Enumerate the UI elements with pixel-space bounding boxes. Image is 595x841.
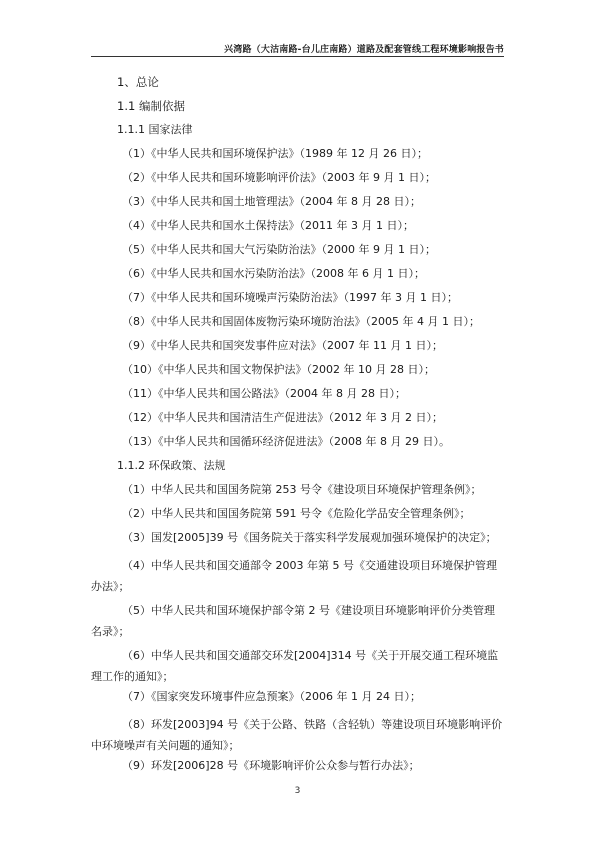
list-item: （4）《中华人民共和国水土保持法》（2011 年 3 月 1 日）； (122, 219, 414, 232)
list-item: （12）《中华人民共和国清洁生产促进法》（2012 年 3 月 2 日）； (122, 411, 443, 424)
list-item: （9）《中华人民共和国突发事件应对法》（2007 年 11 月 1 日）； (122, 339, 443, 352)
header-rule (91, 56, 504, 57)
policy-list (91, 483, 504, 773)
list-item: （11）《中华人民共和国公路法》（2004 年 8 月 28 日）； (122, 387, 406, 400)
list-item: （8）《中华人民共和国固体废物污染环境防治法》（2005 年 4 月 1 日）； (122, 315, 480, 328)
page-number: 3 (294, 786, 301, 796)
section-heading-1-1-2: 1.1.2 环保政策、法规 (117, 459, 226, 472)
list-item: （7）《中华人民共和国环境噪声污染防治法》（1997 年 3 月 1 日）； (122, 291, 458, 304)
list-item: （10）《中华人民共和国文物保护法》（2002 年 10 月 28 日）； (122, 363, 435, 376)
list-item: （4）中华人民共和国交通部令 2003 年第 5 号《交通建设项目环境保护管理办法》； (91, 559, 497, 593)
list-item: （1）《中华人民共和国环境保护法》（1989 年 12 月 26 日）； (122, 147, 428, 160)
list-item: （5）《中华人民共和国大气污染防治法》（2000 年 9 月 1 日）； (122, 243, 436, 256)
list-item: （9）环发[2006]28 号《环境影响评价公众参与暂行办法》； (122, 759, 420, 772)
list-item: （6）《中华人民共和国水污染防治法》（2008 年 6 月 1 日）； (122, 267, 425, 280)
list-item: （8）环发[2003]94 号《关于公路、铁路（含轻轨）等建设项目环境影响评价中环境噪声有关问题的通知》； (91, 718, 503, 752)
section-heading-1-1-1: 1.1.1 国家法律 (117, 123, 193, 136)
list-item: （6）中华人民共和国交通部交环发[2004]314 号《关于开展交通工程环境监理工作的通知》； (91, 649, 499, 683)
running-header: 兴湾路（大沽南路-台儿庄南路）道路及配套管线工程环境影响报告书 (224, 45, 504, 55)
law-list (91, 147, 504, 449)
list-item: （3）《中华人民共和国土地管理法》（2004 年 8 月 28 日）； (122, 195, 421, 208)
list-item: （2）中华人民共和国国务院第 591 号令《危险化学品安全管理条例》； (122, 507, 471, 520)
list-item: （5）中华人民共和国环境保护部令第 2 号《建设项目环境影响评价分类管理名录》； (91, 604, 495, 638)
section-heading-1-1: 1.1 编制依据 (117, 99, 185, 113)
document-body (91, 70, 504, 783)
list-item: （13）《中华人民共和国循环经济促进法》（2008 年 8 月 29 日）。 (122, 435, 450, 448)
section-heading-1: 1、总论 (117, 75, 159, 89)
list-item: （1）中华人民共和国国务院第 253 号令《建设项目环境保护管理条例》； (122, 483, 482, 496)
list-item: （2）《中华人民共和国环境影响评价法》（2003 年 9 月 1 日）； (122, 171, 436, 184)
list-item: （3）国发[2005]39 号《国务院关于落实科学发展观加强环境保护的决定》； (122, 531, 497, 544)
list-item: （7）《国家突发环境事件应急预案》（2006 年 1 月 24 日）； (122, 690, 421, 703)
